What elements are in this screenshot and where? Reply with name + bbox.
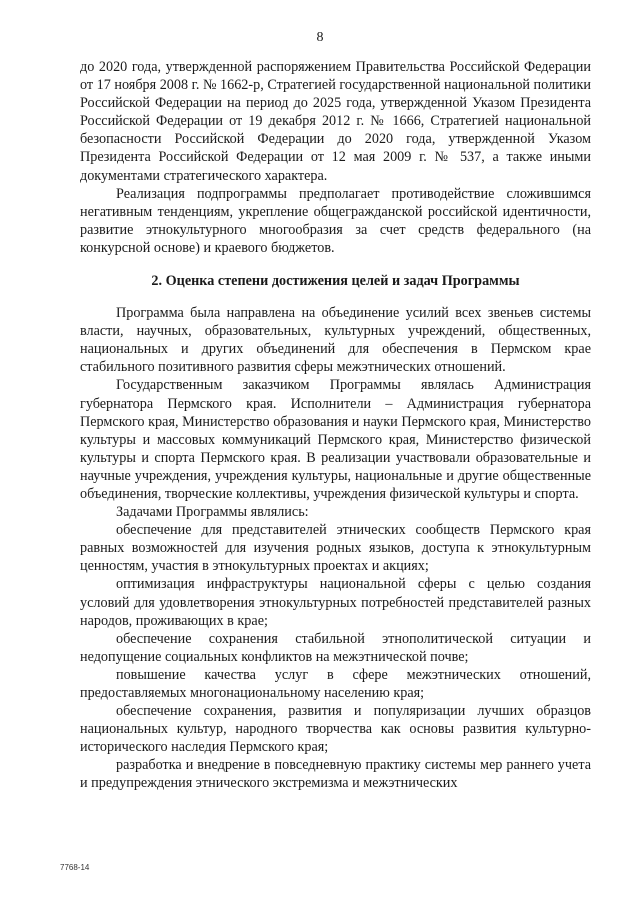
paragraph-tasks-intro: Задачами Программы являлись: — [116, 504, 309, 521]
task-item-infrastructure: оптимизация инфраструктуры национальной сферы с целью создания условий для удовлетворения этнокультурных потребностей представителей разных народов, проживающих в крае; — [80, 576, 591, 629]
document-body — [80, 58, 591, 793]
paragraph-program-customer: Государственным заказчиком Программы являлась Администрация губернатора Пермского края. Исполнители – Администрация губернатора Пермского края, Министерство образования и науки Пермского края, Министерство культуры и массовых коммуникаций Пермского края, Министерство физической культуры и спорта Пермского края. В реализации участвовали образовательные и научные учреждения, учреждения культуры, национальные и другие общественные объединения, творческие коллективы, учреждения физической культуры и спорта. — [80, 377, 591, 502]
task-item-cultural-heritage: обеспечение сохранения, развития и популяризации лучших образцов национальных культур, народного творчества как основы развития культурно-исторического наследия Пермского края; — [80, 703, 591, 756]
task-item-service-quality: повышение качества услуг в сфере межэтнических отношений, предоставляемых многонациональному населению края; — [80, 666, 591, 701]
task-item-stability: обеспечение сохранения стабильной этнополитической ситуации и недопущение социальных конфликтов на межэтнической почве; — [80, 630, 591, 665]
page-number: 8 — [316, 30, 324, 45]
paragraph-subprogram-implementation: Реализация подпрограммы предполагает противодействие сложившимся негативным тенденциям, укрепление общегражданской российской идентичности, развитие этнокультурного многообразия за счет средств федерального (на конкурсной основе) и краевого бюджетов. — [80, 185, 591, 256]
paragraph-strategies: до 2020 года, утвержденной распоряжением Правительства Российской Федерации от 17 ноября 2008 г. № 1662-р, Стратегией государственной национальной политики Российской Федерации на период до 2025 года, утвержденной Указом Президента Российской Федерации от 19 декабря 2012 г. № 1666, Стратегией национальной безопасности Российской Федерации до 2020 года, утвержденной Указом Президента Российской Федерации от 12 мая 2009 г. № 537, а также иными документами стратегического характера. — [80, 59, 592, 184]
section-heading: 2. Оценка степени достижения целей и задач Программы — [151, 273, 520, 290]
task-item-languages: обеспечение для представителей этнических сообществ Пермского края равных возможностей для изучения родных языков, доступа к этнокультурным ценностям, участия в этнокультурных проектах и акциях; — [80, 522, 591, 575]
footer-document-code: 7768-14 — [60, 863, 90, 872]
paragraph-program-purpose: Программа была направлена на объединение усилий всех звеньев системы власти, научных, образовательных, культурных учреждений, общественных, национальных и других объединений для обеспечения в Пермском крае стабильного позитивного развития сферы межэтнических отношений. — [80, 305, 591, 376]
task-item-extremism-prevention: разработка и внедрение в повседневную практику системы мер раннего учета и предупреждения этнического экстремизма и межэтнических — [80, 757, 591, 792]
